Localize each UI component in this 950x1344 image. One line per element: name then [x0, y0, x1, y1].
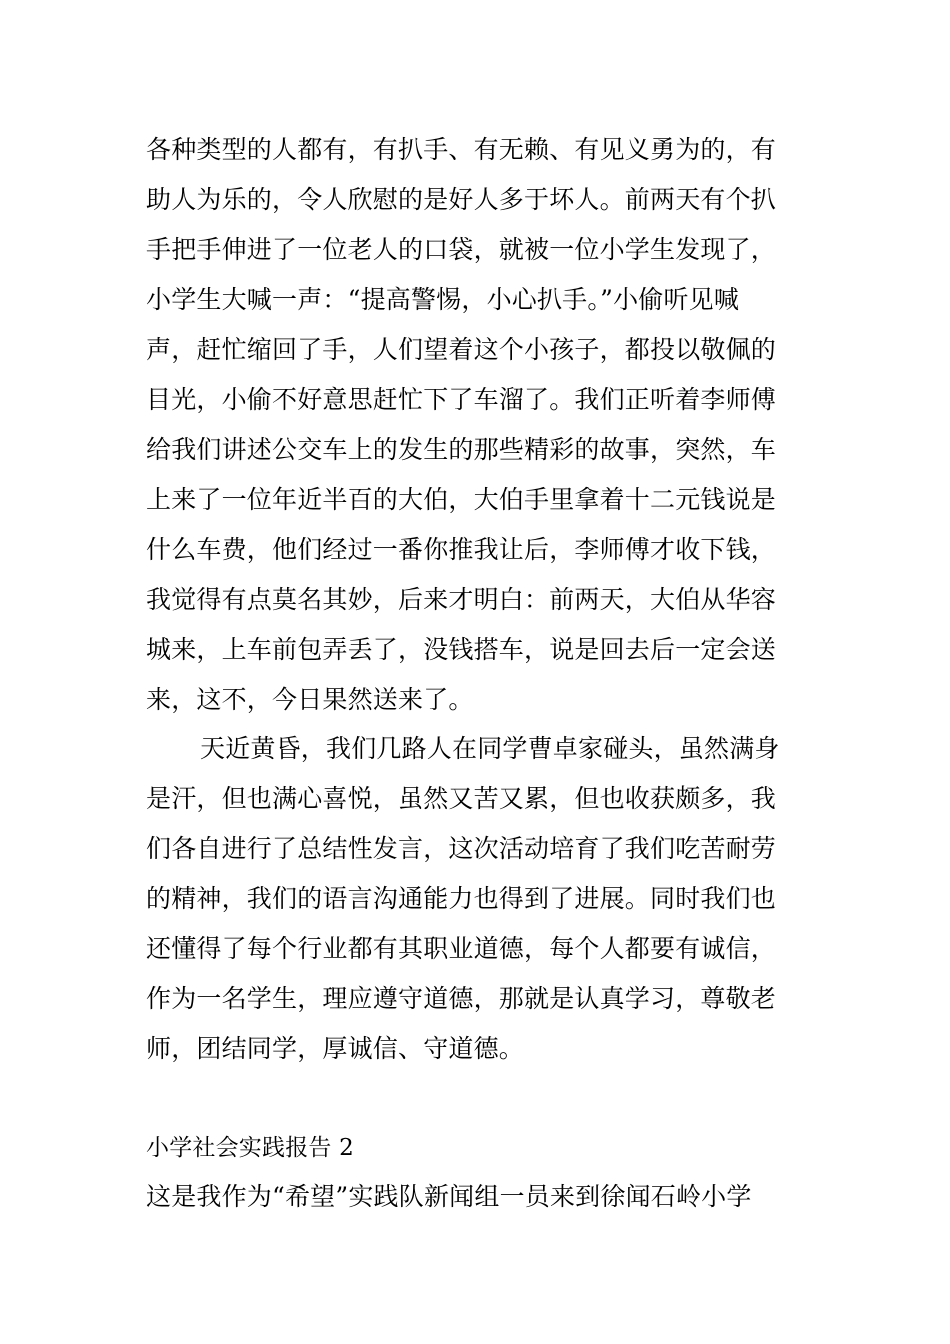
text-line: 各种类型的人都有，有扒手、有无赖、有见义勇为的，有 [146, 135, 777, 164]
text-line: 给我们讲述公交车上的发生的那些精彩的故事，突然，车 [146, 435, 777, 464]
text-line: 的精神，我们的语言沟通能力也得到了进展。同时我们也 [146, 884, 777, 913]
text-line: 是汗，但也满心喜悦，虽然又苦又累，但也收获颇多，我 [146, 784, 777, 813]
text-line: 来，这不，今日果然送来了。 [146, 685, 474, 714]
text-line: 这是我作为“希望”实践队新闻组一员来到徐闻石岭小学 [146, 1182, 752, 1211]
text-line: 声，赶忙缩回了手，人们望着这个小孩子，都投以敬佩的 [146, 335, 777, 364]
text-line: 助人为乐的，令人欣慰的是好人多于坏人。前两天有个扒 [146, 185, 777, 214]
section-heading: 小学社会实践报告 2 [146, 1135, 354, 1161]
text-line: 城来，上车前包弄丢了，没钱搭车，说是回去后一定会送 [146, 635, 777, 664]
text-line: 上来了一位年近半百的大伯，大伯手里拿着十二元钱说是 [146, 485, 777, 514]
text-line: 作为一名学生，理应遵守道德，那就是认真学习，尊敬老 [146, 984, 777, 1013]
text-line: 我觉得有点莫名其妙，后来才明白：前两天，大伯从华容 [146, 585, 777, 614]
text-line: 还懂得了每个行业都有其职业道德，每个人都要有诚信， [146, 934, 777, 963]
text-line: 小学生大喊一声：“提高警惕，小心扒手。”小偷听见喊 [146, 285, 740, 314]
text-line: 天近黄昏，我们几路人在同学曹卓家碰头，虽然满身 [200, 734, 780, 763]
text-line: 师，团结同学，厚诚信、守道德。 [146, 1034, 525, 1063]
text-line: 们各自进行了总结性发言，这次活动培育了我们吃苦耐劳 [146, 834, 777, 863]
text-line: 目光，小偷不好意思赶忙下了车溜了。我们正听着李师傅 [146, 385, 777, 414]
text-line: 什么车费，他们经过一番你推我让后，李师傅才收下钱， [146, 535, 777, 564]
text-line: 手把手伸进了一位老人的口袋，就被一位小学生发现了， [146, 235, 777, 264]
